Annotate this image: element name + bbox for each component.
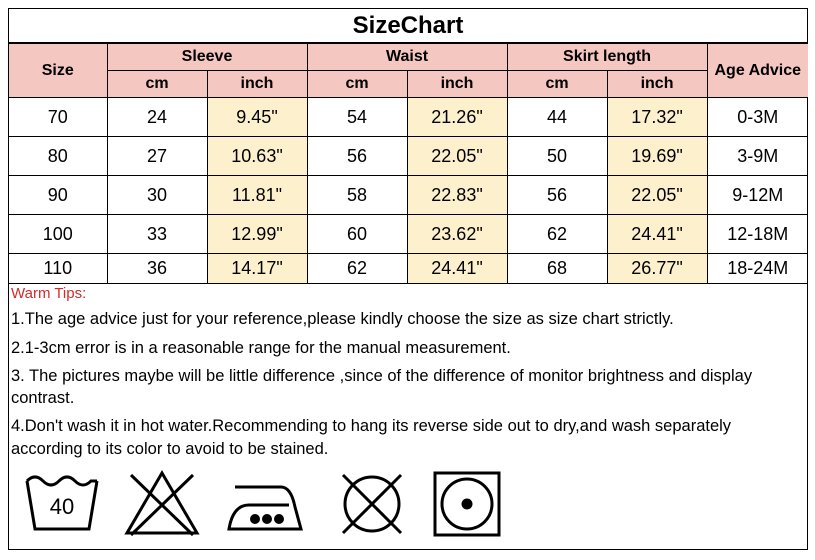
table-row xyxy=(9,176,808,215)
cell-size: 90 xyxy=(9,176,107,215)
size-chart-sheet xyxy=(8,8,808,550)
cell-age: 0-3M xyxy=(707,98,808,137)
cell-age: 18-24M xyxy=(707,254,808,284)
cell-sleeve-cm: 30 xyxy=(107,176,207,215)
table-row xyxy=(9,98,808,137)
tip-4: 4.Don't wash it in hot water.Recommending to hang its reverse side out to dry,and wash separately according to its color to avoid to be stained. xyxy=(11,417,732,458)
table-row xyxy=(9,215,808,254)
size-table xyxy=(9,43,808,284)
header-waist-cm: cm xyxy=(307,71,407,98)
cell-waist-cm: 58 xyxy=(307,176,407,215)
cell-sleeve-in: 14.17" xyxy=(207,254,307,284)
cell-skirt-in: 17.32" xyxy=(607,98,707,137)
cell-size: 80 xyxy=(9,137,107,176)
warm-tips xyxy=(9,284,807,460)
tip-2: 2.1-3cm error is in a reasonable range for the manual measurement. xyxy=(11,338,511,357)
cell-size: 110 xyxy=(9,254,107,284)
header-waist-inch: inch xyxy=(407,71,507,98)
cell-sleeve-in: 9.45" xyxy=(207,98,307,137)
cell-age: 9-12M xyxy=(707,176,808,215)
table-row xyxy=(9,254,808,284)
iron-medium-icon xyxy=(225,467,307,539)
cell-skirt-cm: 62 xyxy=(507,215,607,254)
cell-skirt-in: 19.69" xyxy=(607,137,707,176)
cell-sleeve-in: 12.99" xyxy=(207,215,307,254)
header-skirt-cm: cm xyxy=(507,71,607,98)
cell-waist-in: 23.62" xyxy=(407,215,507,254)
header-size: Size xyxy=(9,44,107,98)
cell-waist-in: 24.41" xyxy=(407,254,507,284)
cell-skirt-cm: 56 xyxy=(507,176,607,215)
cell-sleeve-cm: 33 xyxy=(107,215,207,254)
cell-skirt-cm: 44 xyxy=(507,98,607,137)
header-sleeve-inch: inch xyxy=(207,71,307,98)
header-sleeve-cm: cm xyxy=(107,71,207,98)
header-skirt-inch: inch xyxy=(607,71,707,98)
cell-skirt-in: 24.41" xyxy=(607,215,707,254)
cell-sleeve-cm: 24 xyxy=(107,98,207,137)
cell-skirt-in: 22.05" xyxy=(607,176,707,215)
header-waist: Waist xyxy=(307,44,507,71)
cell-age: 12-18M xyxy=(707,215,808,254)
cell-skirt-cm: 50 xyxy=(507,137,607,176)
header-skirt-length: Skirt length xyxy=(507,44,707,71)
wash-temp-label: 40 xyxy=(49,494,75,519)
cell-skirt-cm: 68 xyxy=(507,254,607,284)
tips-heading: Warm Tips: xyxy=(11,285,87,302)
header-age-advice: Age Advice xyxy=(707,44,808,98)
cell-waist-cm: 56 xyxy=(307,137,407,176)
cell-sleeve-in: 11.81" xyxy=(207,176,307,215)
cell-sleeve-cm: 27 xyxy=(107,137,207,176)
cell-waist-in: 21.26" xyxy=(407,98,507,137)
no-bleach-icon xyxy=(121,467,203,539)
tumble-dry-icon xyxy=(429,467,511,539)
tip-3: 3. The pictures maybe will be little difference ,since of the difference of monitor brightness and display contrast. xyxy=(11,366,753,408)
cell-waist-cm: 60 xyxy=(307,215,407,254)
wash-40-icon xyxy=(21,467,103,539)
cell-waist-in: 22.83" xyxy=(407,176,507,215)
cell-sleeve-cm: 36 xyxy=(107,254,207,284)
cell-size: 70 xyxy=(9,98,107,137)
cell-waist-in: 22.05" xyxy=(407,137,507,176)
cell-sleeve-in: 10.63" xyxy=(207,137,307,176)
cell-age: 3-9M xyxy=(707,137,808,176)
page-title: SizeChart xyxy=(9,9,807,43)
table-row xyxy=(9,137,808,176)
cell-skirt-in: 26.77" xyxy=(607,254,707,284)
cell-size: 100 xyxy=(9,215,107,254)
tip-1: 1.The age advice just for your reference,please kindly choose the size as size chart strictly. xyxy=(11,310,674,329)
cell-waist-cm: 54 xyxy=(307,98,407,137)
cell-waist-cm: 62 xyxy=(307,254,407,284)
no-dry-clean-icon xyxy=(331,467,413,539)
header-sleeve: Sleeve xyxy=(107,44,307,71)
